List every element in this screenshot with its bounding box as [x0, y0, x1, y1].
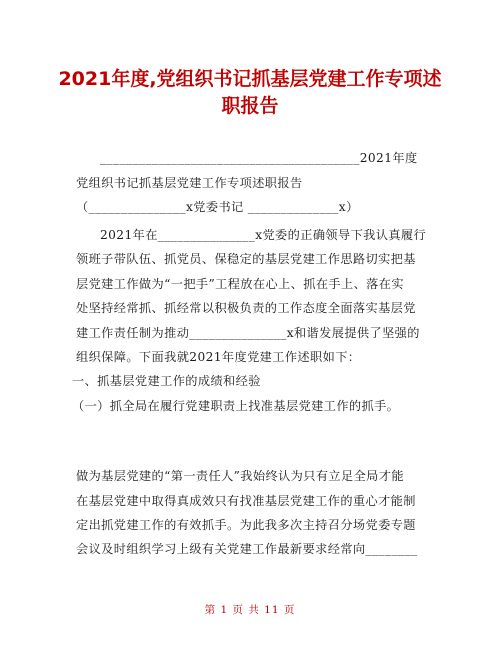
paragraph-line: 定出抓党建工作的有效抓手。为此我多次主持召分场党委专题 [76, 518, 416, 532]
paragraph-line: 建工作责任制为推动_______________x和谐发展提供了坚强的 [76, 326, 420, 340]
author-line: （_______________x党委书记 ______________x） [76, 200, 359, 214]
paragraph-line: 做为基层党建的“第一责任人”我始终认为只有立足全局才能 [76, 469, 404, 483]
document-title-line-2: 职报告 [221, 95, 279, 117]
section-heading: 一、抓基层党建工作的成绩和经验 [72, 374, 261, 388]
paragraph-line: 层党建工作做为“一把手”工程放在心上、抓在手上、落在实 [76, 277, 404, 291]
paragraph-line: 组织保障。下面我就2021年度党建工作述职如下： [76, 350, 361, 364]
paragraph-line: 处坚持经常抓、抓经常以积极负责的工作态度全面落实基层党 [76, 301, 416, 315]
subsection-heading: （一）抓全局在履行党建职责上找准基层党建工作的抓手。 [72, 399, 400, 413]
paragraph-line: 会议及时组织学习上级有关党建工作最新要求经常向________ [76, 542, 418, 556]
report-heading-line: 党组织书记抓基层党建工作专项述职报告 [76, 176, 303, 190]
paragraph-line: 领班子带队伍、抓党员、保稳定的基层党建工作思路切实把基 [76, 252, 416, 266]
page-number-footer: 第 1 页 共 11 页 [204, 604, 296, 616]
paragraph-line: 在基层党建中取得真成效只有找准基层党建工作的重心才能制 [76, 494, 416, 508]
paragraph-line: 2021年在_______________x党委的正确领导下我认真履行 [100, 228, 427, 242]
header-line: ________________________________________2021年度 [100, 151, 418, 165]
document-title-line-1: 2021年度,党组织书记抓基层党建工作专项述 [58, 68, 442, 90]
